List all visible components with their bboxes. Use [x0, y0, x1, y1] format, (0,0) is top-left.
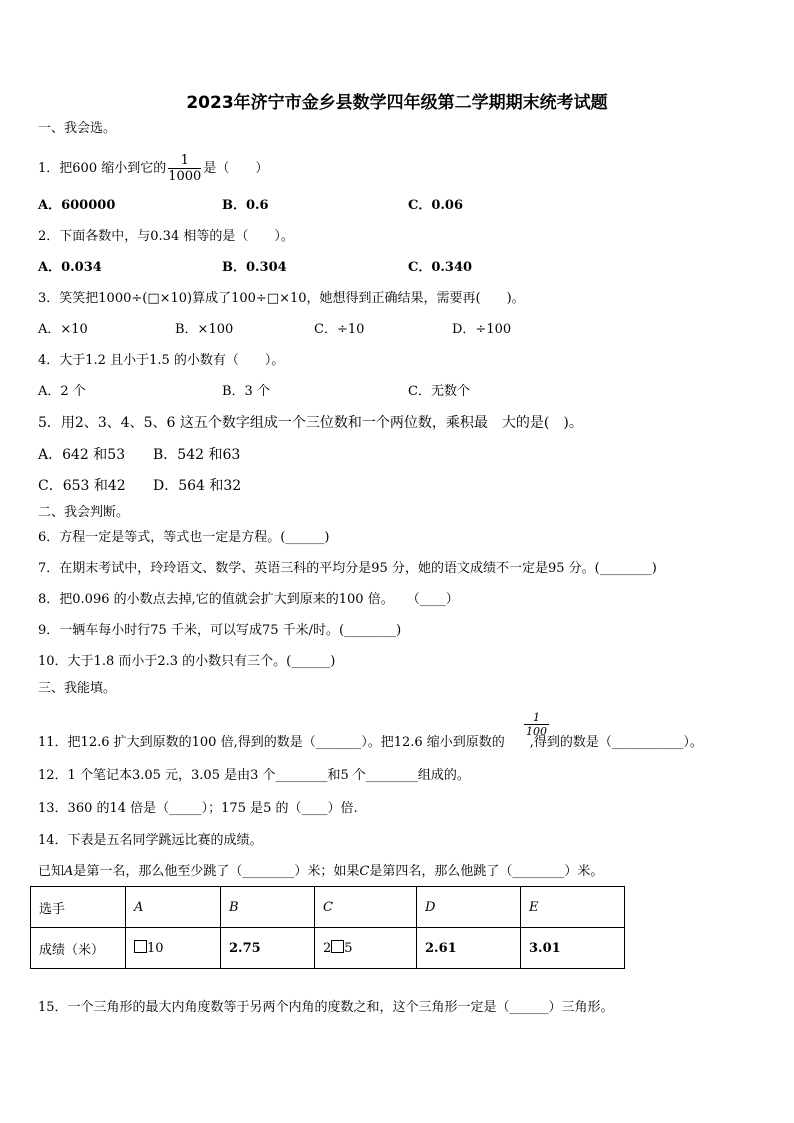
- q4-option-c: C．无数个: [408, 384, 470, 399]
- q5-option-c: C．653 和42: [38, 478, 126, 494]
- blank-box-icon: [134, 940, 147, 953]
- table-header-cell: B: [221, 887, 315, 928]
- question-12: 12．1 个笔记本3.05 元，3.05 是由3 个________和5 个________组成的。: [38, 768, 470, 783]
- table-cell: [126, 928, 221, 969]
- condition-text: 已知: [38, 864, 65, 879]
- q2-option-b: B．0.304: [222, 260, 287, 275]
- table-header-cell: C: [315, 887, 417, 928]
- table-cell: 2.75: [221, 928, 315, 969]
- section-heading-fill: 三、我能填。: [38, 681, 117, 696]
- table-cell: 3.01: [521, 928, 625, 969]
- q1-option-c: C．0.06: [408, 198, 464, 213]
- question-6: 6．方程一定是等式，等式也一定是方程。(______): [38, 530, 330, 545]
- table-row: [31, 928, 625, 969]
- fraction: [524, 711, 549, 738]
- q3-option-a: A．×10: [38, 322, 88, 337]
- blank-box-icon: [331, 940, 344, 953]
- table-row-label: 成绩（米）: [31, 928, 126, 969]
- q3-option-d: D．÷100: [452, 322, 512, 337]
- q2-option-c: C．0.340: [408, 260, 473, 275]
- q1-option-a: A．600000: [38, 198, 116, 213]
- table-cell: 2.61: [417, 928, 521, 969]
- q5-option-a: A．642 和53: [38, 447, 126, 463]
- question-3: 3．笑笑把1000÷(□×10)算成了100÷□×10，她想得到正确结果，需要再( )。: [38, 291, 525, 306]
- fraction: [168, 153, 201, 184]
- scores-table: [30, 886, 625, 969]
- condition-text: 是第四名，那么他跳了（________）米。: [369, 864, 604, 879]
- question-1-text: 1．把600 缩小到它的: [38, 161, 167, 176]
- table-header-cell: 选手: [31, 887, 126, 928]
- section-heading-choice: 一、我会选。: [38, 121, 117, 136]
- question-1: [38, 152, 268, 186]
- question-2: 2．下面各数中，与0.34 相等的是（ ）。: [38, 229, 294, 244]
- question-1-tail: 是（ ）: [203, 161, 269, 176]
- question-13: 13．360 的14 倍是（_____）；175 是5 的（____）倍.: [38, 801, 358, 816]
- question-11-tail: ,得到的数是（___________）。: [529, 735, 703, 750]
- player-a-label: A: [64, 864, 74, 879]
- section-heading-judge: 二、我会判断。: [38, 505, 130, 520]
- question-4: 4．大于1.2 且小于1.5 的小数有（ ）。: [38, 353, 285, 368]
- fraction-denominator: 1000: [168, 169, 202, 184]
- score-c-digit: 2: [323, 941, 332, 956]
- question-14: 14．下表是五名同学跳远比赛的成绩。: [38, 833, 263, 848]
- q5-option-d: D．564 和32: [153, 478, 242, 494]
- question-5: 5．用2、3、4、5、6 这五个数字组成一个三位数和一个两位数，乘积最 大的是( )。: [38, 415, 583, 431]
- q1-option-b: B．0.6: [222, 198, 269, 213]
- q4-option-a: A．2 个: [38, 384, 86, 399]
- score-c-digit: 5: [344, 941, 353, 956]
- question-11-text: 11．把12.6 扩大到原数的100 倍,得到的数是（_______）。把12.6 缩小到原数的: [38, 735, 505, 750]
- table-header-cell: E: [521, 887, 625, 928]
- q2-option-a: A．0.034: [38, 260, 102, 275]
- question-15: 15．一个三角形的最大内角度数等于另两个内角的度数之和，这个三角形一定是（______）三角形。: [38, 1000, 614, 1015]
- fraction-numerator: 1: [168, 153, 201, 169]
- q4-option-b: B．3 个: [222, 384, 270, 399]
- question-14-condition: [38, 864, 603, 880]
- question-11: [38, 735, 703, 751]
- q3-option-c: C．÷10: [314, 322, 365, 337]
- condition-text: 是第一名，那么他至少跳了（________）米；如果: [73, 864, 360, 879]
- question-7: 7．在期末考试中，玲玲语文、数学、英语三科的平均分是95 分，她的语文成绩不一定是95 分。(________): [38, 561, 657, 576]
- fraction-numerator: 1: [524, 711, 549, 725]
- table-header-cell: D: [417, 887, 521, 928]
- table-cell: [315, 928, 417, 969]
- table-header-cell: A: [126, 887, 221, 928]
- q3-option-b: B．×100: [175, 322, 234, 337]
- score-a-digits: 10: [147, 941, 164, 956]
- question-9: 9．一辆车每小时行75 千米，可以写成75 千米/时。(________): [38, 623, 402, 638]
- page-title: 2023年济宁市金乡县数学四年级第二学期期末统考试题: [186, 93, 608, 113]
- table-row: [31, 887, 625, 928]
- fraction-denominator: 100: [526, 725, 547, 738]
- player-c-label: C: [359, 864, 370, 879]
- question-10: 10．大于1.8 而小于2.3 的小数只有三个。(______): [38, 654, 336, 669]
- q5-option-b: B．542 和63: [153, 447, 241, 463]
- question-8: 8．把0.096 的小数点去掉,它的值就会扩大到原来的100 倍。 （____）: [38, 592, 459, 607]
